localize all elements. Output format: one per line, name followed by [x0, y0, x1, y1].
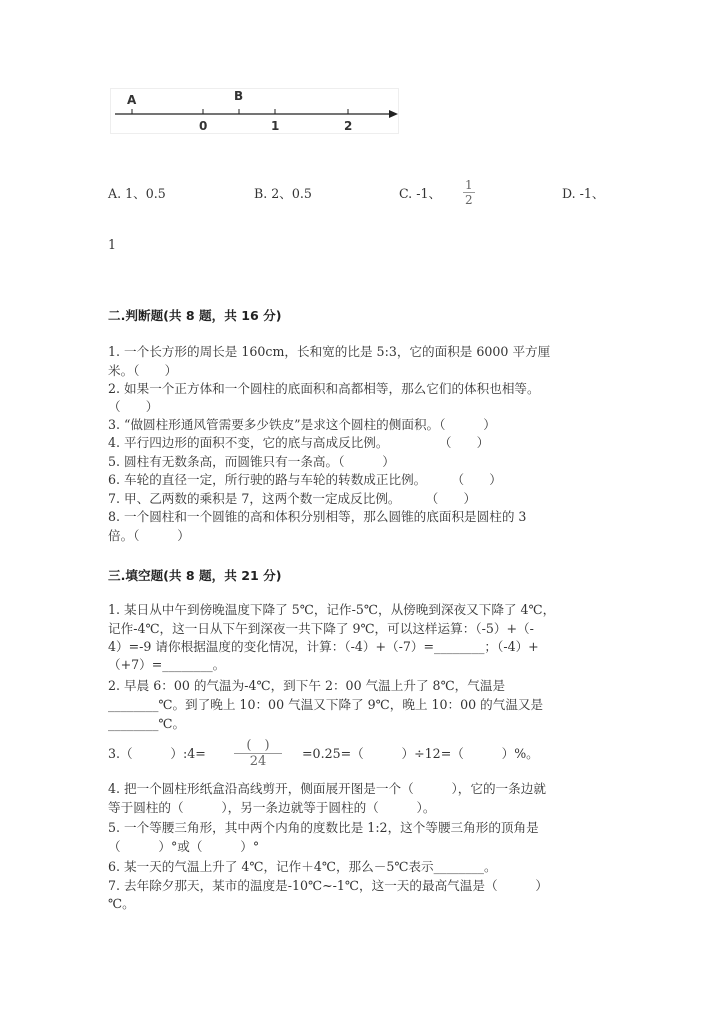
section2-line: 米。（ ） [108, 363, 178, 378]
q1-line: 1. 某日从中午到傍晚温度下降了 5℃，记作-5℃，从傍晚到深夜又下降了 4℃， [108, 602, 556, 617]
q5-line: （ ）°或（ ）° [108, 839, 260, 854]
option-d-continued: 1 [108, 237, 117, 252]
fraction-denominator: 2 [465, 193, 473, 207]
q2-line: 2. 早晨 6：00 的气温为-4℃，到下午 2：00 气温上升了 8℃，气温是 [108, 678, 506, 693]
section2-line: 1. 一个长方形的周长是 160cm，长和宽的比是 5:3，它的面积是 6000 平方厘 [108, 344, 551, 359]
q3-part-b: =0.25=（ ）÷12=（ ）%。 [302, 746, 539, 761]
option-d: D. -1、 [562, 186, 605, 201]
section2-heading: 二.判断题(共 8 题，共 16 分) [108, 308, 282, 323]
tick-label-0: 0 [199, 119, 208, 133]
q3-part-a: 3.（ ）:4= [108, 746, 206, 761]
section2-line: 7. 甲、乙两数的乘积是 7，这两个数一定成反比例。 （ ） [108, 491, 477, 506]
section2-line: （ ） [108, 399, 159, 414]
q1-line: 4）=-9 请你根据温度的变化情况，计算：（-4）+（-7）=________；（-4）+ [108, 639, 539, 654]
number-line-figure [110, 88, 399, 134]
q2-line: ________℃。到了晚上 10：00 气温又下降了 9℃，晚上 10：00 的气温又是 [108, 697, 544, 712]
fraction-numerator: ( ) [234, 738, 282, 754]
option-a: A. 1、0.5 [108, 186, 166, 201]
arrow-head-icon [389, 110, 398, 118]
section2-line: 6. 车轮的直径一定，所行驶的路与车轮的转数成正比例。 （ ） [108, 472, 502, 487]
q4-line: 4. 把一个圆柱形纸盒沿高线剪开，侧面展开图是一个（ ），它的一条边就 [108, 781, 546, 796]
q7-line: ℃。 [108, 896, 135, 911]
point-label-a: A [127, 93, 137, 107]
q7-line: 7. 去年除夕那天，某市的温度是-10℃~-1℃，这一天的最高气温是（ ） [108, 878, 548, 893]
q2-line: ________℃。 [108, 716, 186, 731]
section2-line: 2. 如果一个正方体和一个圆柱的底面积和高都相等，那么它们的体积也相等。 [108, 381, 540, 396]
section2-line: 5. 圆柱有无数条高，而圆锥只有一条高。（ ） [108, 454, 395, 469]
section2-line: 8. 一个圆柱和一个圆锥的高和体积分别相等，那么圆锥的底面积是圆柱的 3 [108, 509, 527, 524]
tick-label-1: 1 [271, 119, 280, 133]
option-c: C. -1、 [399, 186, 442, 201]
q5-line: 5. 一个等腰三角形，其中两个内角的度数比是 1:2，这个等腰三角形的顶角是 [108, 820, 539, 835]
option-c-fraction [463, 178, 475, 207]
section2-line: 4. 平行四边形的面积不变，它的底与高成反比例。 （ ） [108, 435, 490, 450]
q6-line: 6. 某一天的气温上升了 4℃，记作＋4℃，那么－5℃表示________。 [108, 859, 497, 874]
number-line [111, 89, 398, 133]
q1-line: 记作-4℃，这一日从下午到深夜一共下降了 9℃，可以这样运算：（-5）+（- [108, 621, 534, 636]
tick-label-2: 2 [344, 119, 353, 133]
fraction-numerator: 1 [465, 178, 473, 192]
section2-line: 3. “做圆柱形通风管需要多少铁皮”是求这个圆柱的侧面积。（ ） [108, 417, 496, 432]
fraction-denominator: 24 [249, 754, 267, 769]
q3-fraction [234, 738, 282, 769]
point-label-b: B [234, 89, 244, 103]
q1-line: （+7）=________。 [108, 657, 226, 672]
option-b: B. 2、0.5 [254, 186, 312, 201]
section3-heading: 三.填空题(共 8 题，共 21 分) [108, 568, 282, 583]
section2-line: 倍。（ ） [108, 528, 190, 543]
q4-line: 等于圆柱的（ ），另一条边就等于圆柱的（ ）。 [108, 800, 436, 815]
